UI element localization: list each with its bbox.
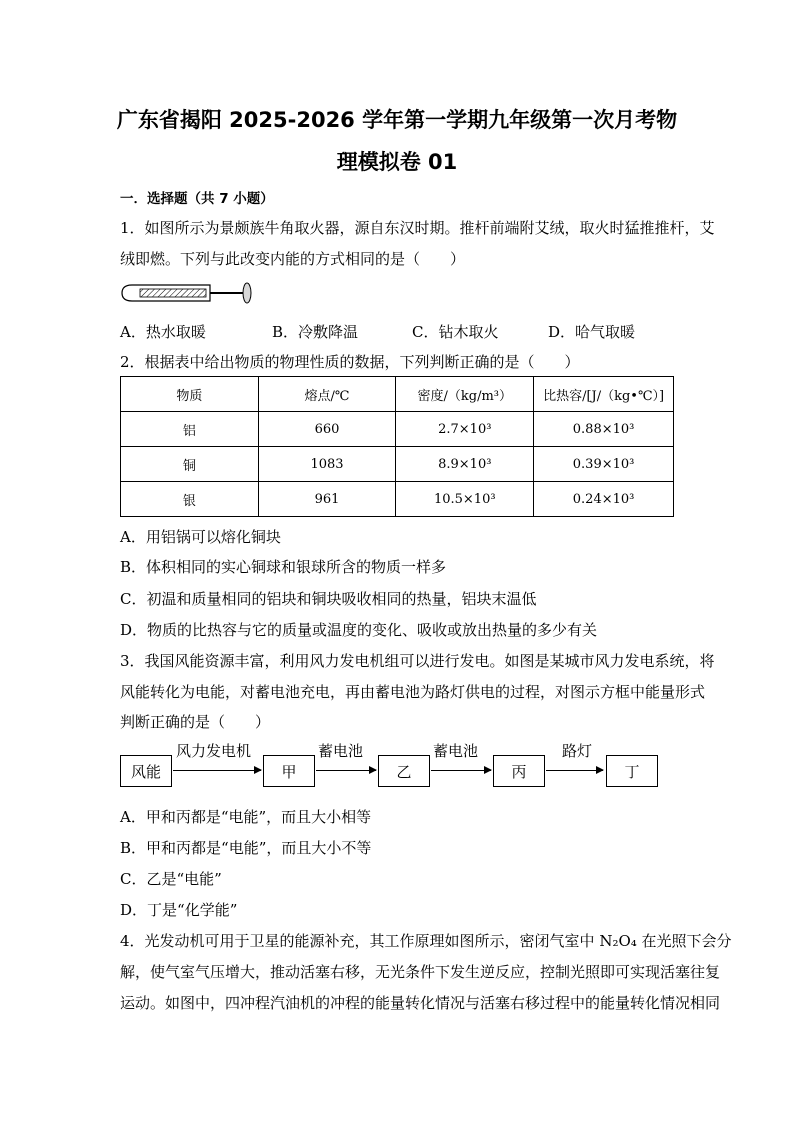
flow-arrow [546,770,603,771]
flow-arrow [431,770,491,771]
q3-option-d: D．丁是“化学能” [120,901,238,919]
properties-table [120,376,674,517]
page-title-line2: 理模拟卷 01 [336,150,458,174]
flow-arrow [173,770,261,771]
flow-box-ding: 丁 [606,755,658,787]
q2-option-a: A．用铝锅可以熔化铜块 [120,528,281,546]
flow-label-generator: 风力发电机 [176,742,252,760]
q3-text-line2: 风能转化为电能，对蓄电池充电，再由蓄电池为路灯供电的过程，对图示方框中能量形式 [120,683,706,701]
table-cell: 铝 [121,412,259,447]
table-header-row [121,377,674,412]
table-cell: 961 [258,482,396,517]
table-header: 比热容/[J/（kg•℃）] [534,377,674,412]
table-header: 物质 [121,377,259,412]
q2-option-d: D．物质的比热容与它的质量或温度的变化、吸收或放出热量的多少有关 [120,621,598,639]
q3-option-c: C．乙是“电能” [120,870,222,888]
table-cell: 1083 [258,447,396,482]
q4-text-line3: 运动。如图中，四冲程汽油机的冲程的能量转化情况与活塞右移过程中的能量转化情况相同 [120,994,721,1012]
table-cell: 0.39×10³ [534,447,674,482]
table-row [121,482,674,517]
section-heading: 一．选择题（共 7 小题） [120,191,274,207]
q3-text-line3: 判断正确的是（ ） [120,713,271,731]
q4-text-line1: 4．光发动机可用于卫星的能源补充，其工作原理如图所示，密闭气室中 N₂O₄ 在光照下会分 [120,932,732,950]
q2-option-c: C．初温和质量相同的铝块和铜块吸收相同的热量，铝块末温低 [120,590,537,608]
q2-text: 2．根据表中给出物质的物理性质的数据，下列判断正确的是（ ） [120,353,580,371]
table-cell: 银 [121,482,259,517]
table-header: 熔点/℃ [258,377,396,412]
flow-box-yi: 乙 [378,755,430,787]
fire-piston-icon [118,280,258,306]
q1-text-line1: 1．如图所示为景颇族牛角取火器，源自东汉时期。推杆前端附艾绒，取火时猛推推杆，艾 [120,219,715,237]
q3-text-line1: 3．我国风能资源丰富，利用风力发电机组可以进行发电。如图是某城市风力发电系统，将 [120,652,715,670]
flow-arrow [316,770,376,771]
table-cell: 2.7×10³ [396,412,534,447]
q3-option-b: B．甲和丙都是“电能”，而且大小不等 [120,839,372,857]
q2-option-b: B．体积相同的实心铜球和银球所含的物质一样多 [120,558,447,576]
flow-label-battery-1: 蓄电池 [318,742,364,760]
table-row [121,412,674,447]
flow-box-jia: 甲 [263,755,315,787]
table-cell: 0.24×10³ [534,482,674,517]
table-cell: 铜 [121,447,259,482]
flow-box-wind-energy: 风能 [120,755,172,787]
table-cell: 0.88×10³ [534,412,674,447]
flow-label-street-lamp: 路灯 [562,742,593,760]
energy-flow-diagram [120,740,680,800]
q3-option-a: A．甲和丙都是“电能”，而且大小相等 [120,808,372,826]
q1-option-c: C．钻木取火 [412,323,499,341]
table-cell: 660 [258,412,396,447]
flow-box-bing: 丙 [493,755,545,787]
q1-option-d: D．哈气取暖 [548,323,636,341]
q1-text-line2: 绒即燃。下列与此改变内能的方式相同的是（ ） [120,250,466,268]
flow-label-battery-2: 蓄电池 [433,742,479,760]
q1-option-a: A．热水取暖 [120,323,206,341]
table-header: 密度/（kg/m³） [396,377,534,412]
q1-option-b: B．冷敷降温 [272,323,359,341]
q4-text-line2: 解，使气室气压增大，推动活塞右移，无光条件下发生逆反应，控制光照即可实现活塞往复 [120,963,721,981]
table-cell: 8.9×10³ [396,447,534,482]
table-cell: 10.5×10³ [396,482,534,517]
page-title-line1: 广东省揭阳 2025-2026 学年第一学期九年级第一次月考物 [116,108,678,132]
table-row [121,447,674,482]
